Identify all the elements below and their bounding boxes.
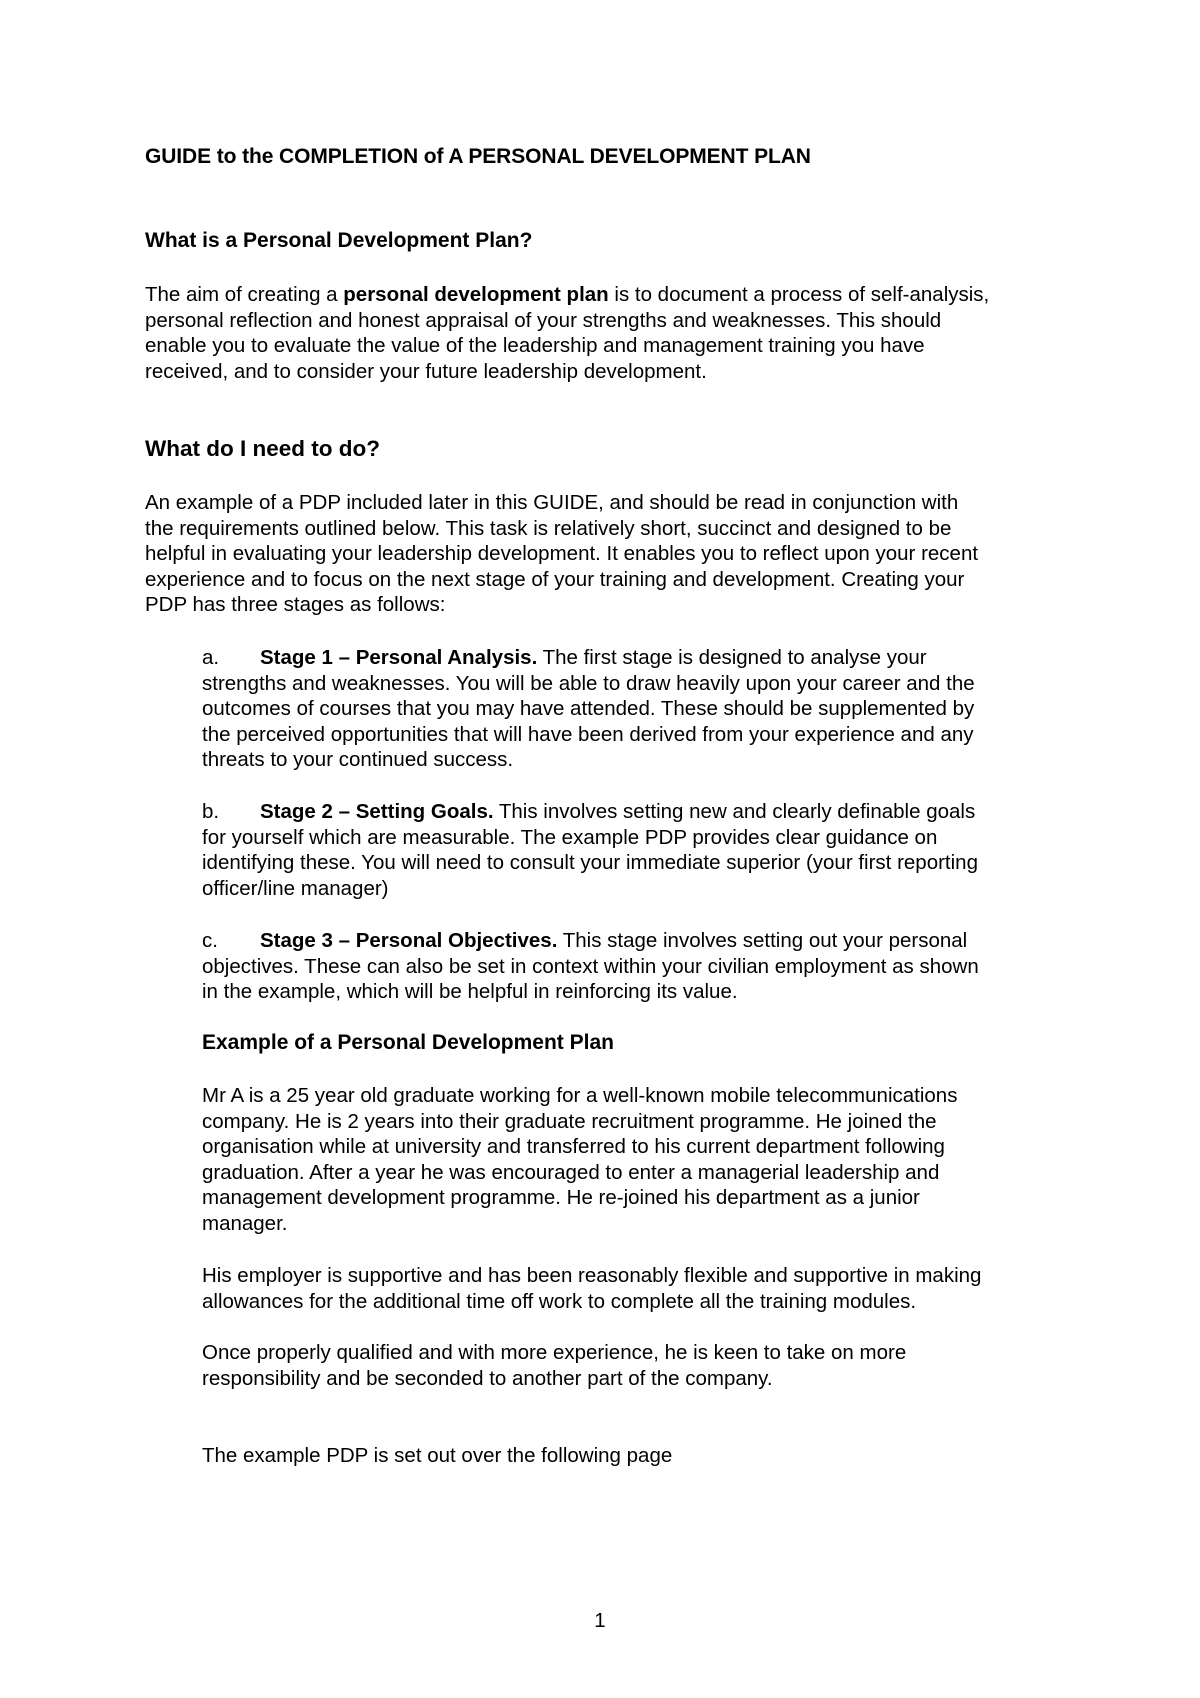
stage-item-2 bbox=[202, 799, 1092, 901]
stage-text: The first stage is designed to analyse your strengths and weaknesses. You will be able to draw heavily upon your career and the outcomes of courses that you may have attended. These should be supplemented by the perceived opportunities that will have been derived from your experience and any threats to your continued success. bbox=[202, 646, 975, 772]
stage-lead: Stage 3 – Personal Objectives. bbox=[260, 929, 558, 952]
stage-text: This stage involves setting out your personal objectives. These can also be set in context within your civilian employment as shown in the example, which will be helpful in reinforcing its value. bbox=[202, 929, 979, 1004]
stage-lead: Stage 2 – Setting Goals. bbox=[260, 800, 494, 823]
stage-marker: a. bbox=[202, 646, 220, 669]
stage-text: This involves setting new and clearly definable goals for yourself which are measurable. The example PDP provides clear guidance on identifying these. You will need to consult your immediate superior (your first reporting officer/line manager) bbox=[202, 800, 978, 900]
example-paragraph-1: Mr A is a 25 year old graduate working for a well-known mobile telecommunications company. He is 2 years into their graduate recruitment programme. He joined the organisation while at university and transferred to his current department following graduation. After a year he was encouraged to enter a managerial leadership and management development programme. He re-joined his department as a junior manager. bbox=[202, 1084, 958, 1235]
page-number: 1 bbox=[594, 1609, 606, 1632]
stage-item-1 bbox=[202, 645, 1092, 773]
section-heading-what-is-pdp: What is a Personal Development Plan? bbox=[145, 229, 533, 252]
example-paragraph-2: His employer is supportive and has been reasonably flexible and supportive in making allowances for the additional time off work to complete all the training modules. bbox=[202, 1264, 982, 1313]
stage-item-3 bbox=[202, 928, 1092, 1005]
intro-bold-term: personal development plan bbox=[343, 283, 609, 306]
intro-paragraph bbox=[145, 282, 1090, 384]
intro-text-rest: is to document a process of self-analysis, personal reflection and honest appraisal of your strengths and weaknesses. This should enable you to evaluate the value of the leadership and management training you have received, and to consider your future leadership development. bbox=[145, 283, 990, 383]
intro-text-start: The aim of creating a bbox=[145, 283, 344, 306]
example-paragraph-3: Once properly qualified and with more experience, he is keen to take on more responsibility and be seconded to another part of the company. bbox=[202, 1341, 907, 1390]
document-title: GUIDE to the COMPLETION of A PERSONAL DEVELOPMENT PLAN bbox=[145, 145, 811, 168]
requirements-paragraph: An example of a PDP included later in this GUIDE, and should be read in conjunction with the requirements outlined below. This task is relatively short, succinct and designed to be helpful in evaluating your leadership development. It enables you to reflect upon your recent experience and to focus on the next stage of your training and development. Creating your PDP has three stages as follows: bbox=[145, 491, 979, 617]
stage-marker: b. bbox=[202, 800, 220, 823]
section-heading-example: Example of a Personal Development Plan bbox=[202, 1031, 614, 1054]
stage-lead: Stage 1 – Personal Analysis. bbox=[260, 646, 538, 669]
section-heading-what-to-do: What do I need to do? bbox=[145, 436, 380, 461]
example-paragraph-4: The example PDP is set out over the following page bbox=[202, 1444, 673, 1467]
stage-marker: c. bbox=[202, 929, 218, 952]
